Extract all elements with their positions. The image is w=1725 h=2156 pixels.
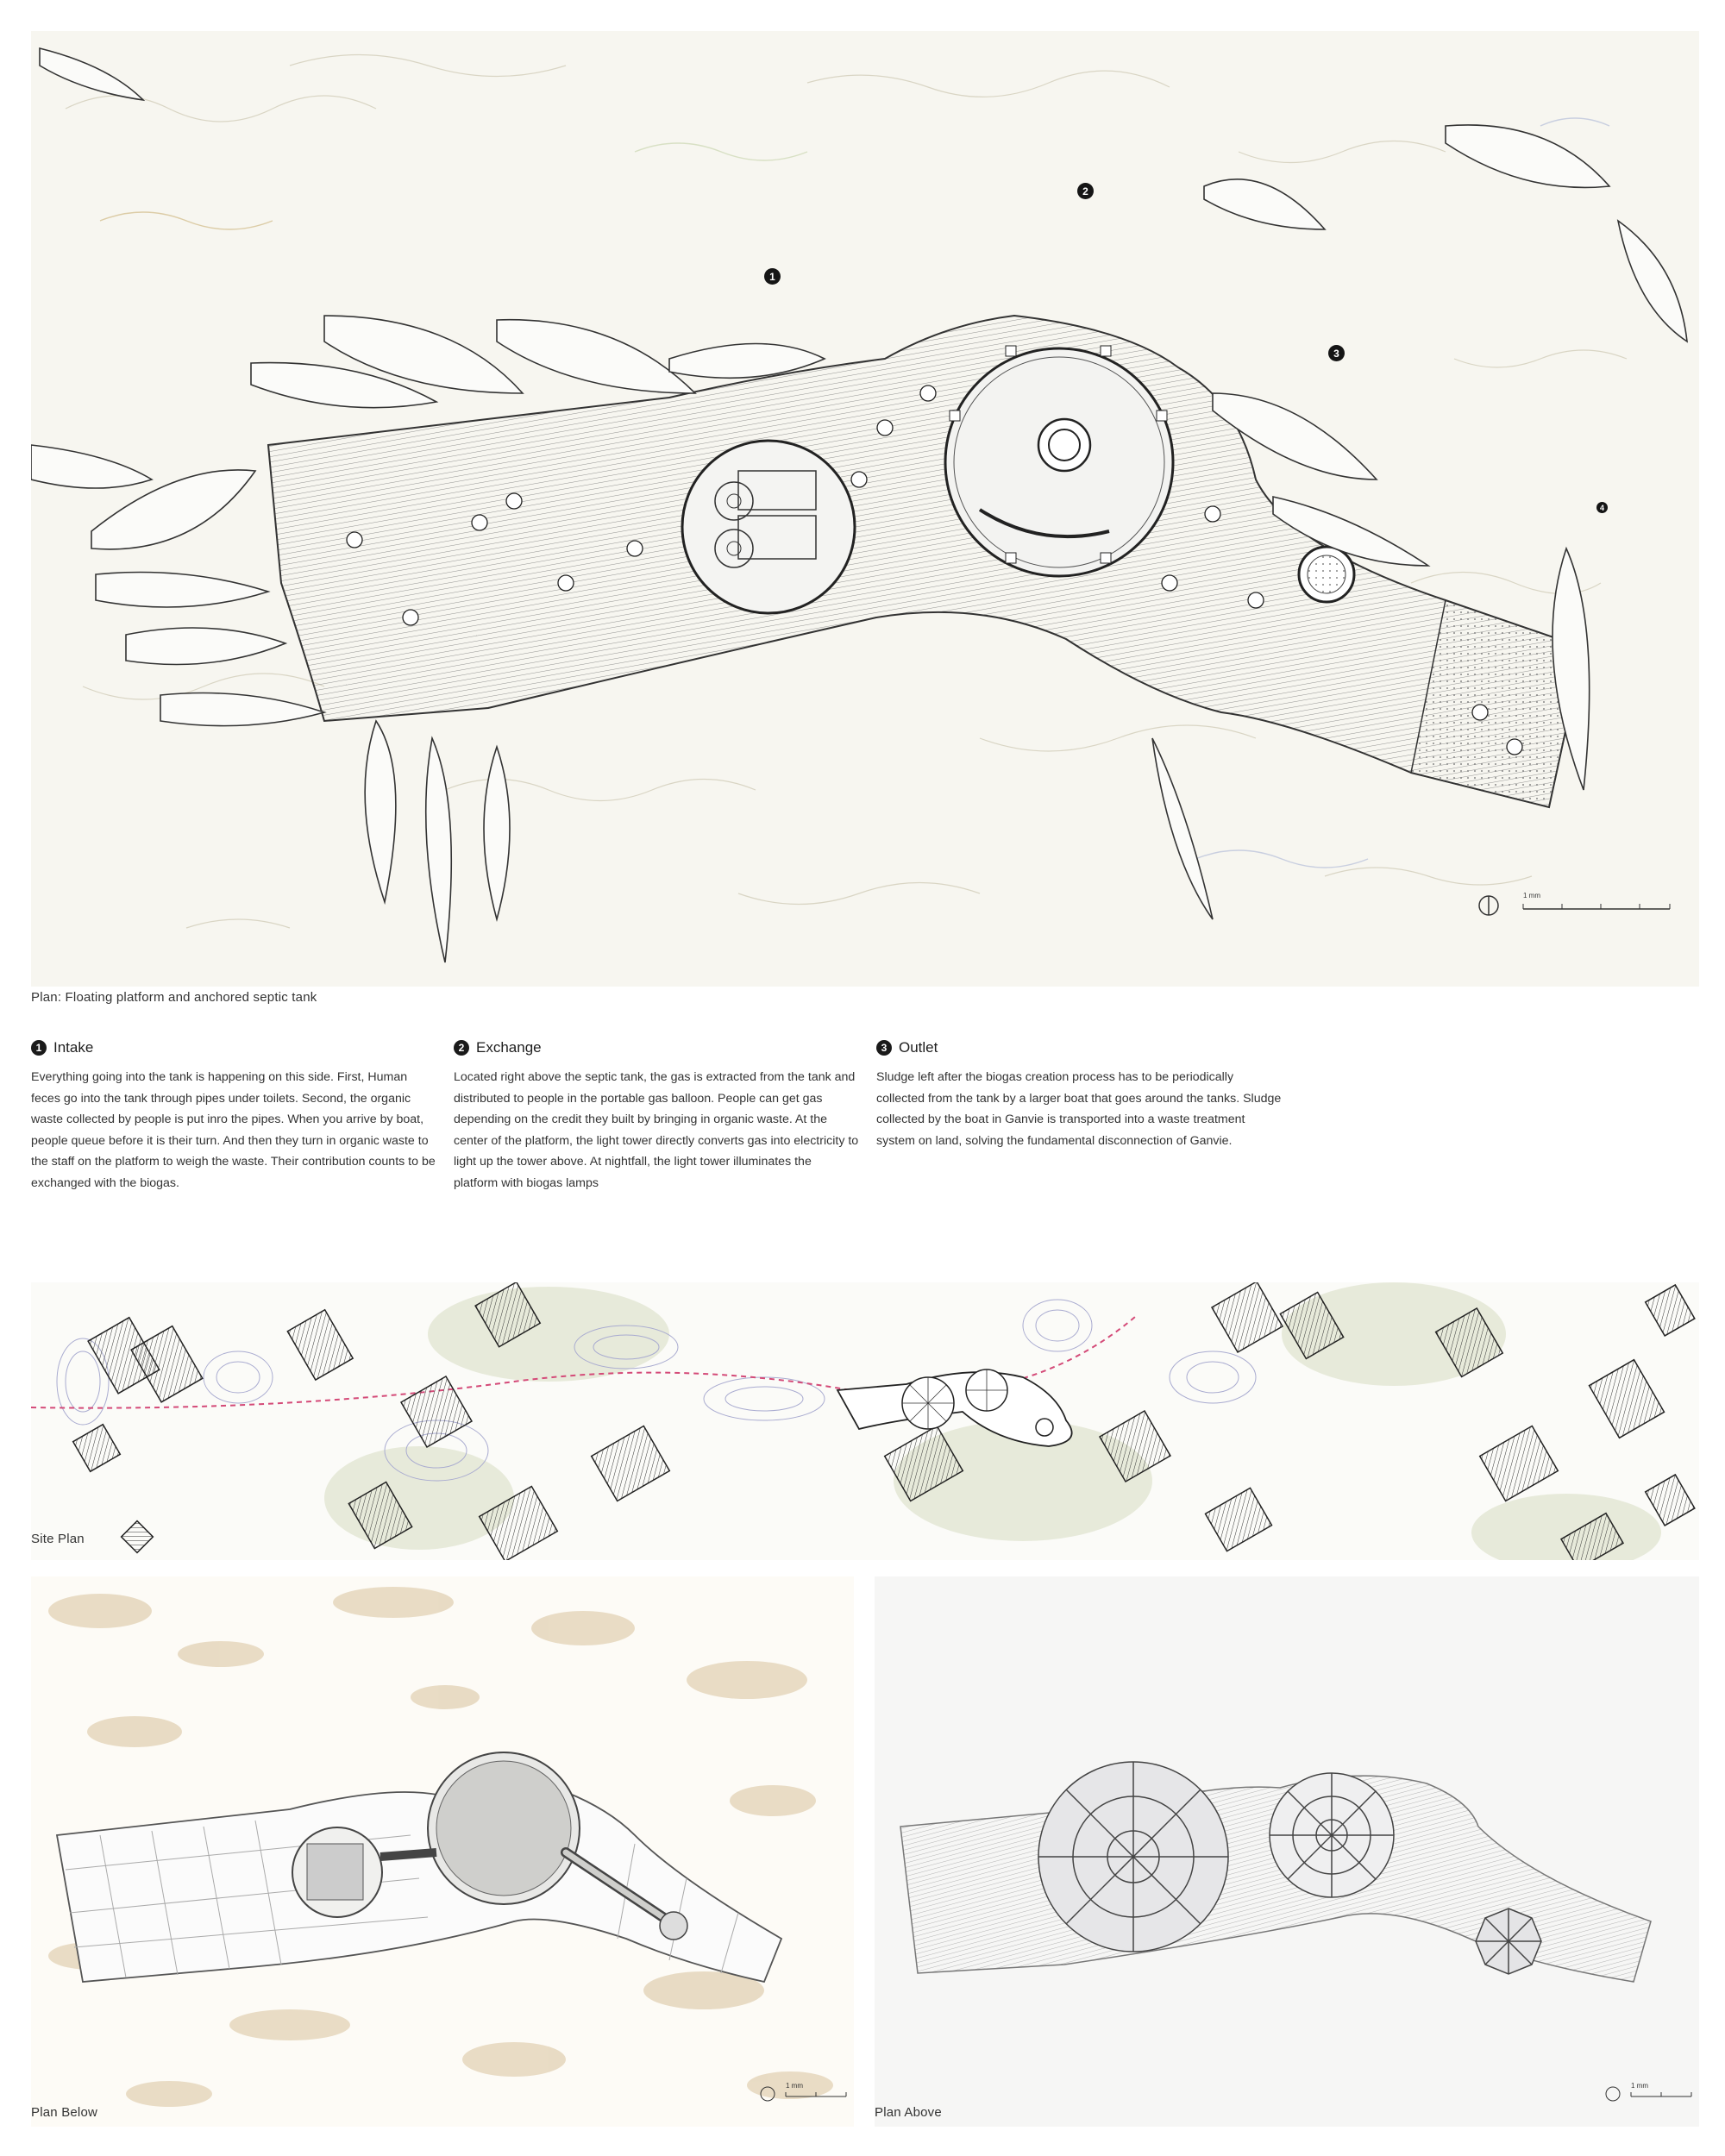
plan-above-svg	[875, 1576, 1699, 2127]
marker-outlet: 3	[1328, 345, 1345, 361]
plan-below-drawing	[31, 1576, 854, 2127]
plan-above-drawing	[875, 1576, 1699, 2127]
plan-below-caption: Plan Below	[31, 2105, 98, 2120]
main-scale-label: 1 mm	[1523, 892, 1540, 899]
section-number: 2	[454, 1040, 469, 1056]
site-plan-svg	[31, 1282, 1699, 1560]
above-scale-label: 1 mm	[1631, 2082, 1648, 2090]
main-plan-drawing	[31, 31, 1699, 987]
section-intake	[31, 1039, 436, 1194]
canopy-medium	[1270, 1773, 1394, 1897]
main-plan-caption: Plan: Floating platform and anchored septic tank	[31, 990, 317, 1005]
section-exchange	[454, 1039, 859, 1194]
canopy-large	[1038, 1762, 1228, 1952]
section-body: Sludge left after the biogas creation process has to be periodically collected from the tank by a larger boat that goes around the tanks. Sludge collected by the boat in Ganvie is transported into a waste treatment system on land, solving the fundamental disconnection of Ganvie.	[876, 1070, 1282, 1148]
intake-tank	[682, 441, 855, 613]
exchange-tank	[945, 346, 1173, 576]
below-scale-label: 1 mm	[786, 2082, 803, 2090]
marker-four: 4	[1596, 502, 1608, 513]
platform-plan-svg	[31, 31, 1699, 987]
tank-1-core	[307, 1844, 363, 1900]
section-title: Outlet	[899, 1039, 938, 1056]
section-title: Intake	[53, 1039, 94, 1056]
outlet-tank	[1299, 547, 1354, 602]
above-scale	[1606, 2087, 1691, 2101]
marker-intake: 1	[764, 268, 781, 285]
platform-outline	[57, 1784, 781, 1982]
main-scale	[1479, 896, 1670, 915]
marker-exchange: 2	[1077, 183, 1094, 199]
plan-above-caption: Plan Above	[875, 2105, 942, 2120]
section-outlet	[876, 1039, 1282, 1151]
section-body: Everything going into the tank is happening on this side. First, Human feces go into the tank through pipes under toilets. Second, the organic waste collected by people is put inro the pipes. When you arrive by boat, people queue before it is their turn. And then they turn in organic waste to the staff on the platform to weigh the waste. Their contribution counts to be exchanged with the biogas.	[31, 1070, 436, 1190]
platform-outline	[900, 1776, 1651, 1982]
canopy-small	[1476, 1908, 1541, 1974]
site-plan-caption: Site Plan	[31, 1532, 85, 1546]
section-number: 3	[876, 1040, 892, 1056]
section-title: Exchange	[476, 1039, 542, 1056]
site-plan-drawing	[31, 1282, 1699, 1560]
section-number: 1	[31, 1040, 47, 1056]
section-body: Located right above the septic tank, the gas is extracted from the tank and distributed to people in the portable gas balloon. People can get gas depending on the credit they built by bringing in organic waste. At the center of the platform, the light tower directly converts gas into electricity to light up the tower above. At nightfall, the light tower illuminates the platform with biogas lamps	[454, 1070, 859, 1190]
pipe	[380, 1852, 436, 1857]
plan-below-svg	[31, 1576, 854, 2127]
